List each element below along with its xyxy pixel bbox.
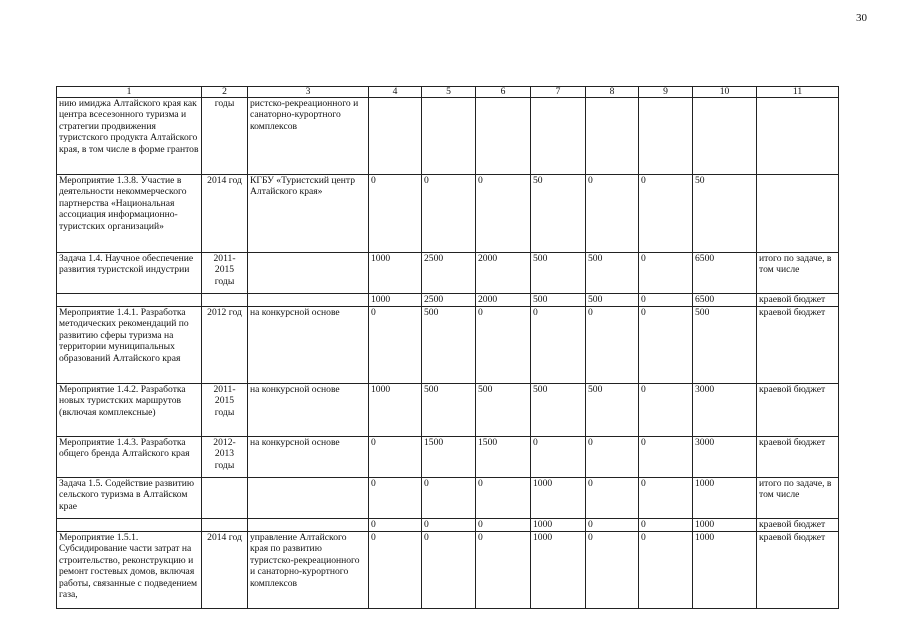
table-cell — [57, 294, 202, 307]
page-number: 30 — [856, 12, 867, 24]
table-cell: 500 — [422, 307, 476, 384]
table-cell: нию имиджа Алтайского края как центра всесезонного туризма и стратегии продвижения туристского продукта Алтайского края, в том числе в форме грантов — [57, 98, 202, 175]
table-cell: краевой бюджет — [757, 519, 839, 532]
table-cell: 0 — [422, 175, 476, 253]
table-cell: 0 — [531, 307, 586, 384]
column-number-cell: 3 — [248, 87, 369, 98]
table-cell: 2011-2015 годы — [202, 384, 248, 437]
column-number-cell: 8 — [586, 87, 639, 98]
table-cell: 500 — [476, 384, 531, 437]
table-cell: 1000 — [531, 519, 586, 532]
table-cell: 2012-2013 годы — [202, 437, 248, 478]
table-cell: 0 — [639, 307, 693, 384]
table-row — [57, 294, 839, 307]
table-cell: 50 — [693, 175, 757, 253]
table-cell: 0 — [586, 175, 639, 253]
table-cell: 1500 — [476, 437, 531, 478]
table-cell: на конкурсной основе — [248, 437, 369, 478]
table-cell — [248, 294, 369, 307]
table-cell: 0 — [639, 437, 693, 478]
table-cell: 0 — [369, 437, 422, 478]
table-cell: 0 — [369, 307, 422, 384]
table-row — [57, 478, 839, 519]
table-cell — [248, 519, 369, 532]
table-cell: Мероприятие 1.5.1. Субсидирование части затрат на строительство, реконструкцию и ремонт гостевых домов, включая работы, связанные с подведением газа, — [57, 532, 202, 609]
budget-table — [56, 86, 839, 609]
table-cell: 0 — [476, 532, 531, 609]
table-row — [57, 384, 839, 437]
table-cell: управление Алтайского края по развитию туристско-рекреационного и санаторно-курортного комплексов — [248, 532, 369, 609]
table-cell: 0 — [586, 519, 639, 532]
table-cell — [57, 519, 202, 532]
table-cell: 0 — [369, 532, 422, 609]
column-number-cell: 10 — [693, 87, 757, 98]
column-number-cell: 7 — [531, 87, 586, 98]
table-cell: 1000 — [369, 384, 422, 437]
table-cell: 0 — [422, 519, 476, 532]
table-cell: 0 — [369, 519, 422, 532]
table-cell: краевой бюджет — [757, 532, 839, 609]
table-cell: 500 — [586, 253, 639, 294]
table-cell: 2500 — [422, 253, 476, 294]
table-cell: 50 — [531, 175, 586, 253]
column-number-cell: 2 — [202, 87, 248, 98]
table-cell: КГБУ «Туристский центр Алтайского края» — [248, 175, 369, 253]
table-cell: краевой бюджет — [757, 437, 839, 478]
table-cell — [422, 98, 476, 175]
table-cell — [476, 98, 531, 175]
table-cell: 0 — [639, 532, 693, 609]
table-cell: 2000 — [476, 253, 531, 294]
column-number-cell: 11 — [757, 87, 839, 98]
column-number-cell: 4 — [369, 87, 422, 98]
table-cell — [202, 478, 248, 519]
table-cell: 500 — [531, 253, 586, 294]
table-cell — [757, 98, 839, 175]
table-row — [57, 437, 839, 478]
table-cell: 0 — [639, 253, 693, 294]
table-cell: 0 — [369, 478, 422, 519]
table-cell — [248, 478, 369, 519]
table-cell: 2011-2015 годы — [202, 253, 248, 294]
table-cell: Мероприятие 1.4.3. Разработка общего бренда Алтайского края — [57, 437, 202, 478]
table-cell: 500 — [586, 294, 639, 307]
table-cell — [586, 98, 639, 175]
table-cell: 500 — [586, 384, 639, 437]
table-cell: 6500 — [693, 294, 757, 307]
table-cell: 2014 год — [202, 175, 248, 253]
table-cell: Мероприятие 1.4.1. Разработка методических рекомендаций по развитию сферы туризма на территории муниципальных образований Алтайского края — [57, 307, 202, 384]
table-cell: 0 — [476, 307, 531, 384]
table-cell: Мероприятие 1.3.8. Участие в деятельности некоммерческого партнерства «Национальная ассоциация информационно-туристских организаций» — [57, 175, 202, 253]
table-cell: 500 — [693, 307, 757, 384]
table-cell: 1000 — [531, 532, 586, 609]
table-cell: 0 — [639, 478, 693, 519]
table-row — [57, 98, 839, 175]
table-cell: краевой бюджет — [757, 384, 839, 437]
table-row — [57, 175, 839, 253]
table-cell: годы — [202, 98, 248, 175]
table-cell: итого по задаче, в том числе — [757, 478, 839, 519]
table-cell: краевой бюджет — [757, 294, 839, 307]
table-cell — [369, 98, 422, 175]
table-cell: 3000 — [693, 437, 757, 478]
table-cell: 2000 — [476, 294, 531, 307]
table-cell — [531, 98, 586, 175]
table-cell: 0 — [422, 478, 476, 519]
table-cell: 2500 — [422, 294, 476, 307]
table-cell: 500 — [531, 294, 586, 307]
table-cell — [757, 175, 839, 253]
table-cell: 0 — [586, 478, 639, 519]
table-cell — [202, 519, 248, 532]
table-cell — [202, 294, 248, 307]
column-number-cell: 9 — [639, 87, 693, 98]
table-cell: 0 — [639, 294, 693, 307]
table-cell: 2014 год — [202, 532, 248, 609]
table-cell — [248, 253, 369, 294]
table-cell: Задача 1.4. Научное обеспечение развития туристской индустрии — [57, 253, 202, 294]
table-cell: 6500 — [693, 253, 757, 294]
table-cell: 0 — [586, 437, 639, 478]
table-cell: 1000 — [369, 253, 422, 294]
table-row — [57, 519, 839, 532]
table-cell: 0 — [639, 519, 693, 532]
table-cell: 1500 — [422, 437, 476, 478]
table-cell: 1000 — [693, 532, 757, 609]
column-number-cell: 6 — [476, 87, 531, 98]
table-cell: 0 — [586, 532, 639, 609]
table-cell: 0 — [586, 307, 639, 384]
column-number-cell: 5 — [422, 87, 476, 98]
table-cell: 0 — [422, 532, 476, 609]
table-row — [57, 307, 839, 384]
table-cell: ристско-рекреационного и санаторно-курортного комплексов — [248, 98, 369, 175]
table-cell: 1000 — [369, 294, 422, 307]
table-cell: 3000 — [693, 384, 757, 437]
table-cell: 0 — [476, 175, 531, 253]
column-number-cell: 1 — [57, 87, 202, 98]
table-cell: на конкурсной основе — [248, 384, 369, 437]
table-cell: 0 — [639, 175, 693, 253]
table-cell: 0 — [369, 175, 422, 253]
table-row — [57, 532, 839, 609]
header-row — [57, 87, 839, 98]
table-cell: 0 — [531, 437, 586, 478]
table-cell: 1000 — [693, 478, 757, 519]
table-cell: 1000 — [693, 519, 757, 532]
table-cell: 0 — [476, 478, 531, 519]
table-cell — [639, 98, 693, 175]
table-row — [57, 253, 839, 294]
table-cell: 0 — [639, 384, 693, 437]
table-cell: Задача 1.5. Содействие развитию сельского туризма в Алтайском крае — [57, 478, 202, 519]
table-cell — [693, 98, 757, 175]
table-cell: 2012 год — [202, 307, 248, 384]
table-cell: 1000 — [531, 478, 586, 519]
table-cell: краевой бюджет — [757, 307, 839, 384]
table-cell: на конкурсной основе — [248, 307, 369, 384]
table-cell: 0 — [476, 519, 531, 532]
table-cell: 500 — [422, 384, 476, 437]
table-cell: итого по задаче, в том числе — [757, 253, 839, 294]
table-cell: Мероприятие 1.4.2. Разработка новых туристских маршрутов (включая комплексные) — [57, 384, 202, 437]
table-cell: 500 — [531, 384, 586, 437]
